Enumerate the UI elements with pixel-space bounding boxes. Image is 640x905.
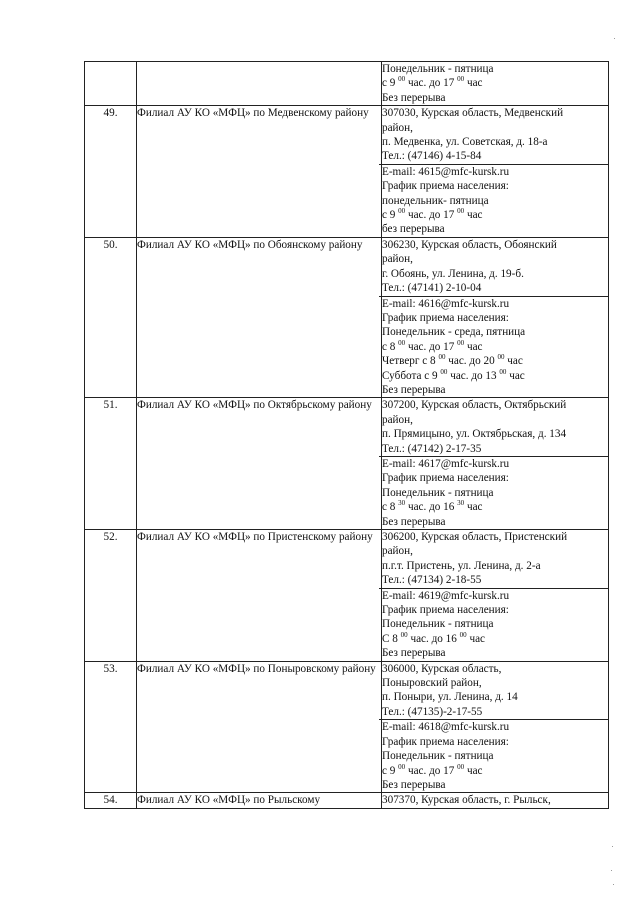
contact-line bbox=[382, 471, 608, 485]
contact-text: час bbox=[464, 340, 483, 353]
contact-text: График приема населения: bbox=[382, 311, 509, 324]
contact-line bbox=[382, 311, 608, 325]
contact-line bbox=[382, 238, 608, 252]
contact-text: п. Прямицыно, ул. Октябрьская, д. 134 bbox=[382, 428, 567, 441]
contact-text: E-mail: 4616@mfc-kursk.ru bbox=[382, 297, 510, 310]
table-body bbox=[85, 62, 609, 809]
contact-line bbox=[382, 194, 608, 208]
row-number: 50. bbox=[85, 237, 137, 397]
contact-line bbox=[382, 632, 608, 646]
contact-text: час. до 16 bbox=[407, 632, 460, 645]
time-minutes-superscript: 00 bbox=[457, 762, 465, 771]
branch-name bbox=[137, 62, 382, 106]
contact-line bbox=[382, 267, 608, 281]
contact-text: Без перерыва bbox=[382, 778, 446, 791]
contact-line bbox=[379, 588, 608, 603]
contact-text: Без перерыва bbox=[382, 383, 446, 396]
row-number bbox=[85, 62, 137, 106]
contact-text: час. до 17 bbox=[405, 340, 458, 353]
branch-contacts bbox=[382, 398, 609, 530]
contact-text: Понедельник - пятница bbox=[382, 486, 494, 499]
contact-text: час. до 17 bbox=[405, 209, 458, 222]
contact-line bbox=[382, 208, 608, 222]
contact-text: с 9 bbox=[382, 209, 399, 222]
branch-contacts bbox=[382, 106, 609, 238]
contact-text: 307030, Курская область, Медвенский bbox=[382, 107, 564, 120]
contact-text: г. Обоянь, ул. Ленина, д. 19-б. bbox=[382, 267, 524, 280]
time-minutes-superscript: 00 bbox=[499, 367, 507, 376]
contact-text: Без перерыва bbox=[382, 647, 446, 660]
branch-contacts bbox=[382, 62, 609, 106]
contact-text: E-mail: 4619@mfc-kursk.ru bbox=[382, 589, 510, 602]
branch-contacts bbox=[382, 237, 609, 397]
contact-line bbox=[382, 354, 608, 368]
contact-text: График приема населения: bbox=[382, 604, 509, 617]
contact-text: час. до 16 bbox=[405, 501, 458, 514]
contact-text: час bbox=[466, 632, 486, 645]
contact-text: 307370, Курская область, г. Рыльск, bbox=[382, 794, 551, 807]
table-row bbox=[85, 398, 609, 530]
contact-line bbox=[382, 325, 608, 339]
contact-text: Понедельник - пятница bbox=[382, 750, 494, 763]
contact-line bbox=[382, 793, 608, 807]
contact-line bbox=[382, 340, 608, 354]
contact-line bbox=[382, 383, 608, 397]
time-minutes-superscript: 00 bbox=[497, 353, 505, 362]
contact-line bbox=[382, 62, 608, 76]
contact-text: Тел.: (47142) 2-17-35 bbox=[382, 442, 482, 455]
contact-text: 306230, Курская область, Обоянский bbox=[382, 238, 557, 251]
contact-text: час bbox=[464, 764, 483, 777]
contact-line bbox=[382, 573, 608, 587]
contact-text: Без перерыва bbox=[382, 515, 446, 528]
contact-line bbox=[382, 149, 608, 163]
contact-text: район, bbox=[382, 253, 413, 266]
contact-line bbox=[382, 559, 608, 573]
contact-text: Четверг с 8 bbox=[382, 355, 439, 368]
contact-line bbox=[382, 222, 608, 236]
contact-line bbox=[382, 646, 608, 660]
contact-text: Тел.: (47146) 4-15-84 bbox=[382, 150, 482, 163]
contact-text: Суббота с 9 bbox=[382, 369, 441, 382]
contact-text: час bbox=[464, 209, 483, 222]
contact-line bbox=[382, 442, 608, 456]
time-minutes-superscript: 00 bbox=[440, 367, 448, 376]
time-minutes-superscript: 00 bbox=[457, 207, 465, 216]
contact-line bbox=[382, 91, 608, 105]
contact-text: Понедельник - пятница bbox=[382, 618, 494, 631]
contact-text: С 8 bbox=[382, 632, 401, 645]
contact-text: понедельник- пятница bbox=[382, 194, 489, 207]
time-minutes-superscript: 00 bbox=[398, 338, 406, 347]
contact-text: 306000, Курская область, bbox=[382, 662, 502, 675]
contact-text: Поныровский район, bbox=[382, 677, 482, 690]
contact-line bbox=[379, 296, 608, 311]
time-minutes-superscript: 00 bbox=[438, 353, 446, 362]
contact-line bbox=[382, 486, 608, 500]
contact-line bbox=[382, 121, 608, 135]
contact-line bbox=[382, 252, 608, 266]
contact-line bbox=[382, 544, 608, 558]
contact-text: п. Поныри, ул. Ленина, д. 14 bbox=[382, 691, 518, 704]
time-minutes-superscript: 00 bbox=[457, 75, 465, 84]
contact-line bbox=[382, 413, 608, 427]
contact-text: с 9 bbox=[382, 77, 399, 90]
contact-text: час bbox=[464, 501, 483, 514]
row-number: 49. bbox=[85, 106, 137, 238]
contact-text: График приема населения: bbox=[382, 180, 509, 193]
contact-line bbox=[382, 500, 608, 514]
contact-text: Тел.: (47135)-2-17-55 bbox=[382, 705, 483, 718]
scan-speck bbox=[614, 38, 615, 39]
table-row bbox=[85, 530, 609, 662]
table-row bbox=[85, 661, 609, 793]
contact-text: п.г.т. Пристень, ул. Ленина, д. 2-а bbox=[382, 559, 541, 572]
contact-line bbox=[382, 369, 608, 383]
mfc-branches-table bbox=[84, 61, 609, 809]
time-minutes-superscript: 30 bbox=[398, 499, 406, 508]
table-row bbox=[85, 793, 609, 808]
contact-line bbox=[382, 281, 608, 295]
branch-contacts bbox=[382, 661, 609, 793]
branch-name: Филиал АУ КО «МФЦ» по Обоянскому району bbox=[137, 237, 382, 397]
contact-line bbox=[382, 617, 608, 631]
contact-line bbox=[382, 515, 608, 529]
contact-text: График приема населения: bbox=[382, 735, 509, 748]
contact-text: без перерыва bbox=[382, 223, 445, 236]
contact-text: График приема населения: bbox=[382, 472, 509, 485]
branch-name: Филиал АУ КО «МФЦ» по Пристенскому району bbox=[137, 530, 382, 662]
contact-text: район, bbox=[382, 121, 413, 134]
table-row bbox=[85, 62, 609, 106]
contact-text: район, bbox=[382, 545, 413, 558]
branch-name: Филиал АУ КО «МФЦ» по Медвенскому району bbox=[137, 106, 382, 238]
time-minutes-superscript: 00 bbox=[398, 207, 406, 216]
contact-text: E-mail: 4618@mfc-kursk.ru bbox=[382, 721, 510, 734]
scan-speck bbox=[611, 870, 612, 871]
contact-line bbox=[382, 749, 608, 763]
contact-line bbox=[382, 106, 608, 120]
contact-text: район, bbox=[382, 413, 413, 426]
contact-line bbox=[382, 603, 608, 617]
contact-line bbox=[382, 676, 608, 690]
branch-name: Филиал АУ КО «МФЦ» по Рыльскому bbox=[137, 793, 382, 808]
contact-line bbox=[382, 690, 608, 704]
contact-text: 307200, Курская область, Октябрьский bbox=[382, 399, 567, 412]
contact-text: час. до 17 bbox=[405, 77, 458, 90]
contact-line bbox=[382, 135, 608, 149]
contact-text: час. до 17 bbox=[405, 764, 458, 777]
row-number: 51. bbox=[85, 398, 137, 530]
contact-text: час bbox=[506, 369, 525, 382]
contact-line bbox=[382, 530, 608, 544]
contact-text: с 8 bbox=[382, 340, 399, 353]
scan-speck bbox=[612, 846, 613, 847]
branch-name: Филиал АУ КО «МФЦ» по Поныровскому району bbox=[137, 661, 382, 793]
contact-line bbox=[379, 164, 608, 179]
contact-text: с 8 bbox=[382, 501, 399, 514]
scan-speck bbox=[613, 884, 614, 885]
contact-line bbox=[382, 662, 608, 676]
row-number: 52. bbox=[85, 530, 137, 662]
time-minutes-superscript: 00 bbox=[398, 762, 406, 771]
contact-line bbox=[382, 735, 608, 749]
time-minutes-superscript: 30 bbox=[457, 499, 465, 508]
contact-text: час. до 13 bbox=[447, 369, 500, 382]
contact-text: Без перерыва bbox=[382, 91, 446, 104]
contact-text: 306200, Курская область, Пристенский bbox=[382, 531, 568, 543]
branch-name: Филиал АУ КО «МФЦ» по Октябрьскому району bbox=[137, 398, 382, 530]
branch-contacts bbox=[382, 793, 609, 808]
contact-line bbox=[382, 427, 608, 441]
contact-line bbox=[382, 778, 608, 792]
contact-text: Тел.: (47134) 2-18-55 bbox=[382, 574, 482, 587]
contact-line bbox=[382, 76, 608, 90]
contact-line bbox=[382, 705, 608, 719]
contact-text: час bbox=[464, 77, 483, 90]
contact-text: час bbox=[504, 355, 523, 368]
table-row bbox=[85, 237, 609, 397]
contact-line bbox=[379, 456, 608, 471]
row-number: 54. bbox=[85, 793, 137, 808]
contact-text: п. Медвенка, ул. Советская, д. 18-а bbox=[382, 136, 548, 149]
contact-text: E-mail: 4617@mfc-kursk.ru bbox=[382, 457, 510, 470]
time-minutes-superscript: 00 bbox=[398, 75, 406, 84]
contact-line bbox=[379, 719, 608, 734]
contact-text: час. до 20 bbox=[445, 355, 498, 368]
contact-text: Понедельник - среда, пятница bbox=[382, 326, 526, 339]
table-row bbox=[85, 106, 609, 238]
contact-line bbox=[382, 764, 608, 778]
row-number: 53. bbox=[85, 661, 137, 793]
contact-text: Тел.: (47141) 2-10-04 bbox=[382, 282, 482, 295]
contact-line bbox=[382, 179, 608, 193]
contact-text: Понедельник - пятница bbox=[382, 63, 494, 75]
contact-text: с 9 bbox=[382, 764, 399, 777]
branch-contacts bbox=[382, 530, 609, 662]
contact-line bbox=[382, 398, 608, 412]
time-minutes-superscript: 00 bbox=[459, 630, 467, 639]
time-minutes-superscript: 00 bbox=[400, 630, 408, 639]
contact-text: E-mail: 4615@mfc-kursk.ru bbox=[382, 165, 510, 178]
time-minutes-superscript: 00 bbox=[457, 338, 465, 347]
